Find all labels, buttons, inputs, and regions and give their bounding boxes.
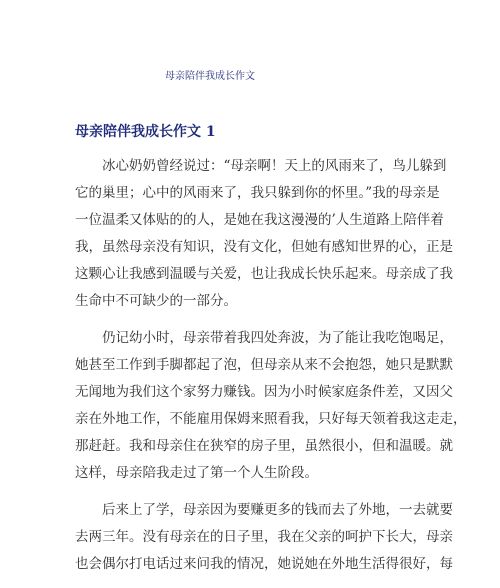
paragraph-1	[75, 153, 453, 315]
document-title: 母亲陪伴我成长作文 1	[75, 124, 216, 140]
text-line: 她甚至工作到手脚都起了泡，但母亲从来不会抱怨，她只是默默	[75, 357, 453, 373]
text-line: 它的巢里；心中的风雨来了，我只躲到你的怀里。”我的母亲是	[75, 185, 440, 201]
text-line: 仍记幼小时，母亲带着我四处奔波，为了能让我吃饱喝足，	[102, 330, 453, 346]
document-body	[75, 153, 467, 588]
page-header: 母亲陪伴我成长作文	[165, 71, 255, 82]
text-line: 也会偶尔打电话过来问我的情况，她说她在外地生活得很好，每	[75, 556, 453, 572]
text-line: 去两三年。没有母亲在的日子里，我在父亲的呵护下长大，母亲	[75, 529, 453, 545]
paragraph-3	[75, 497, 453, 578]
text-line: 亲在外地工作，不能雇用保姆来照看我，只好每天领着我这走走，	[75, 411, 467, 427]
text-line: 这样，母亲陪我走过了第一个人生阶段。	[75, 465, 318, 481]
text-line: 冰心奶奶曾经说过：“母亲啊！天上的风雨来了，鸟儿躲到	[102, 158, 447, 174]
text-line: 那赶赶。我和母亲住在狭窄的房子里，虽然很小，但和温暖。就	[75, 438, 453, 454]
text-line: 后来上了学，母亲因为要赚更多的钱而去了外地，一去就要	[102, 502, 453, 518]
text-line: 这颗心让我感到温暖与关爱，也让我成长快乐起来。母亲成了我	[75, 266, 453, 282]
text-line: 生命中不可缺少的一部分。	[75, 293, 237, 309]
text-line: 无闻地为我们这个家努力赚钱。因为小时候家庭条件差，又因父	[75, 384, 453, 400]
text-line: 我，虽然母亲没有知识，没有文化，但她有感知世界的心，正是	[75, 239, 453, 255]
text-line: 一位温柔又体贴的的人，是她在我这漫漫的’人生道路上陪伴着	[75, 212, 444, 228]
paragraph-2	[75, 325, 467, 487]
